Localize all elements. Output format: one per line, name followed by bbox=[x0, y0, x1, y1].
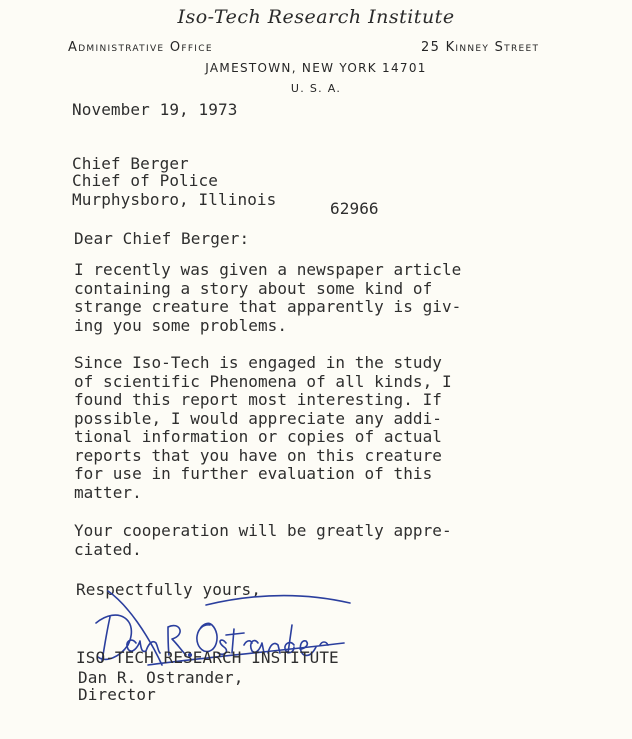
paragraph-line: of scientific Phenomena of all kinds, I bbox=[74, 371, 452, 391]
salutation: Dear Chief Berger: bbox=[74, 229, 250, 248]
recipient-title: Chief of Police bbox=[72, 171, 218, 190]
letter-date: November 19, 1973 bbox=[72, 100, 238, 119]
recipient-name: Chief Berger bbox=[72, 154, 189, 173]
letterhead-city: JAMESTOWN, NEW YORK 14701 bbox=[205, 61, 427, 75]
paragraph-line: Your cooperation will be greatly appre- bbox=[74, 521, 452, 540]
recipient-city-state: Murphysboro, Illinois bbox=[72, 190, 277, 209]
body-paragraph-2 bbox=[74, 354, 452, 502]
letterhead-office: Administrative Office bbox=[68, 40, 213, 55]
paragraph-line: reports that you have on this creature bbox=[74, 445, 442, 465]
paragraph-line: containing a story about some kind of bbox=[74, 278, 433, 298]
recipient-zip: 62966 bbox=[330, 199, 379, 218]
paragraph-line: possible, I would appreciate any addi- bbox=[74, 408, 442, 428]
letterhead-country: U. S. A. bbox=[290, 82, 342, 95]
letterhead-street: 25 Kinney Street bbox=[421, 40, 540, 55]
signature-organization: ISO-TECH RESEARCH INSTITUTE bbox=[76, 648, 339, 667]
paragraph-line: for use in further evaluation of this bbox=[74, 464, 433, 483]
signature-stroke bbox=[206, 596, 350, 605]
letterhead-organization: Iso-Tech Research Institute bbox=[177, 6, 455, 28]
paragraph-line: Since Iso-Tech is engaged in the study bbox=[74, 353, 442, 372]
paragraph-line: ciated. bbox=[74, 539, 142, 559]
paragraph-line: found this report most interesting. If bbox=[74, 390, 442, 409]
paragraph-line: tional information or copies of actual bbox=[74, 427, 442, 446]
paragraph-line: strange creature that apparently is giv- bbox=[74, 297, 462, 316]
body-paragraph-3 bbox=[74, 522, 452, 559]
closing: Respectfully yours, bbox=[76, 580, 261, 599]
body-paragraph-1 bbox=[74, 261, 461, 335]
paragraph-line: I recently was given a newspaper article bbox=[74, 260, 462, 279]
paragraph-line: matter. bbox=[74, 482, 142, 502]
signature-title: Director bbox=[78, 685, 156, 704]
signature-name: Dan R. Ostrander, bbox=[78, 668, 244, 687]
paragraph-line: ing you some problems. bbox=[74, 315, 288, 335]
